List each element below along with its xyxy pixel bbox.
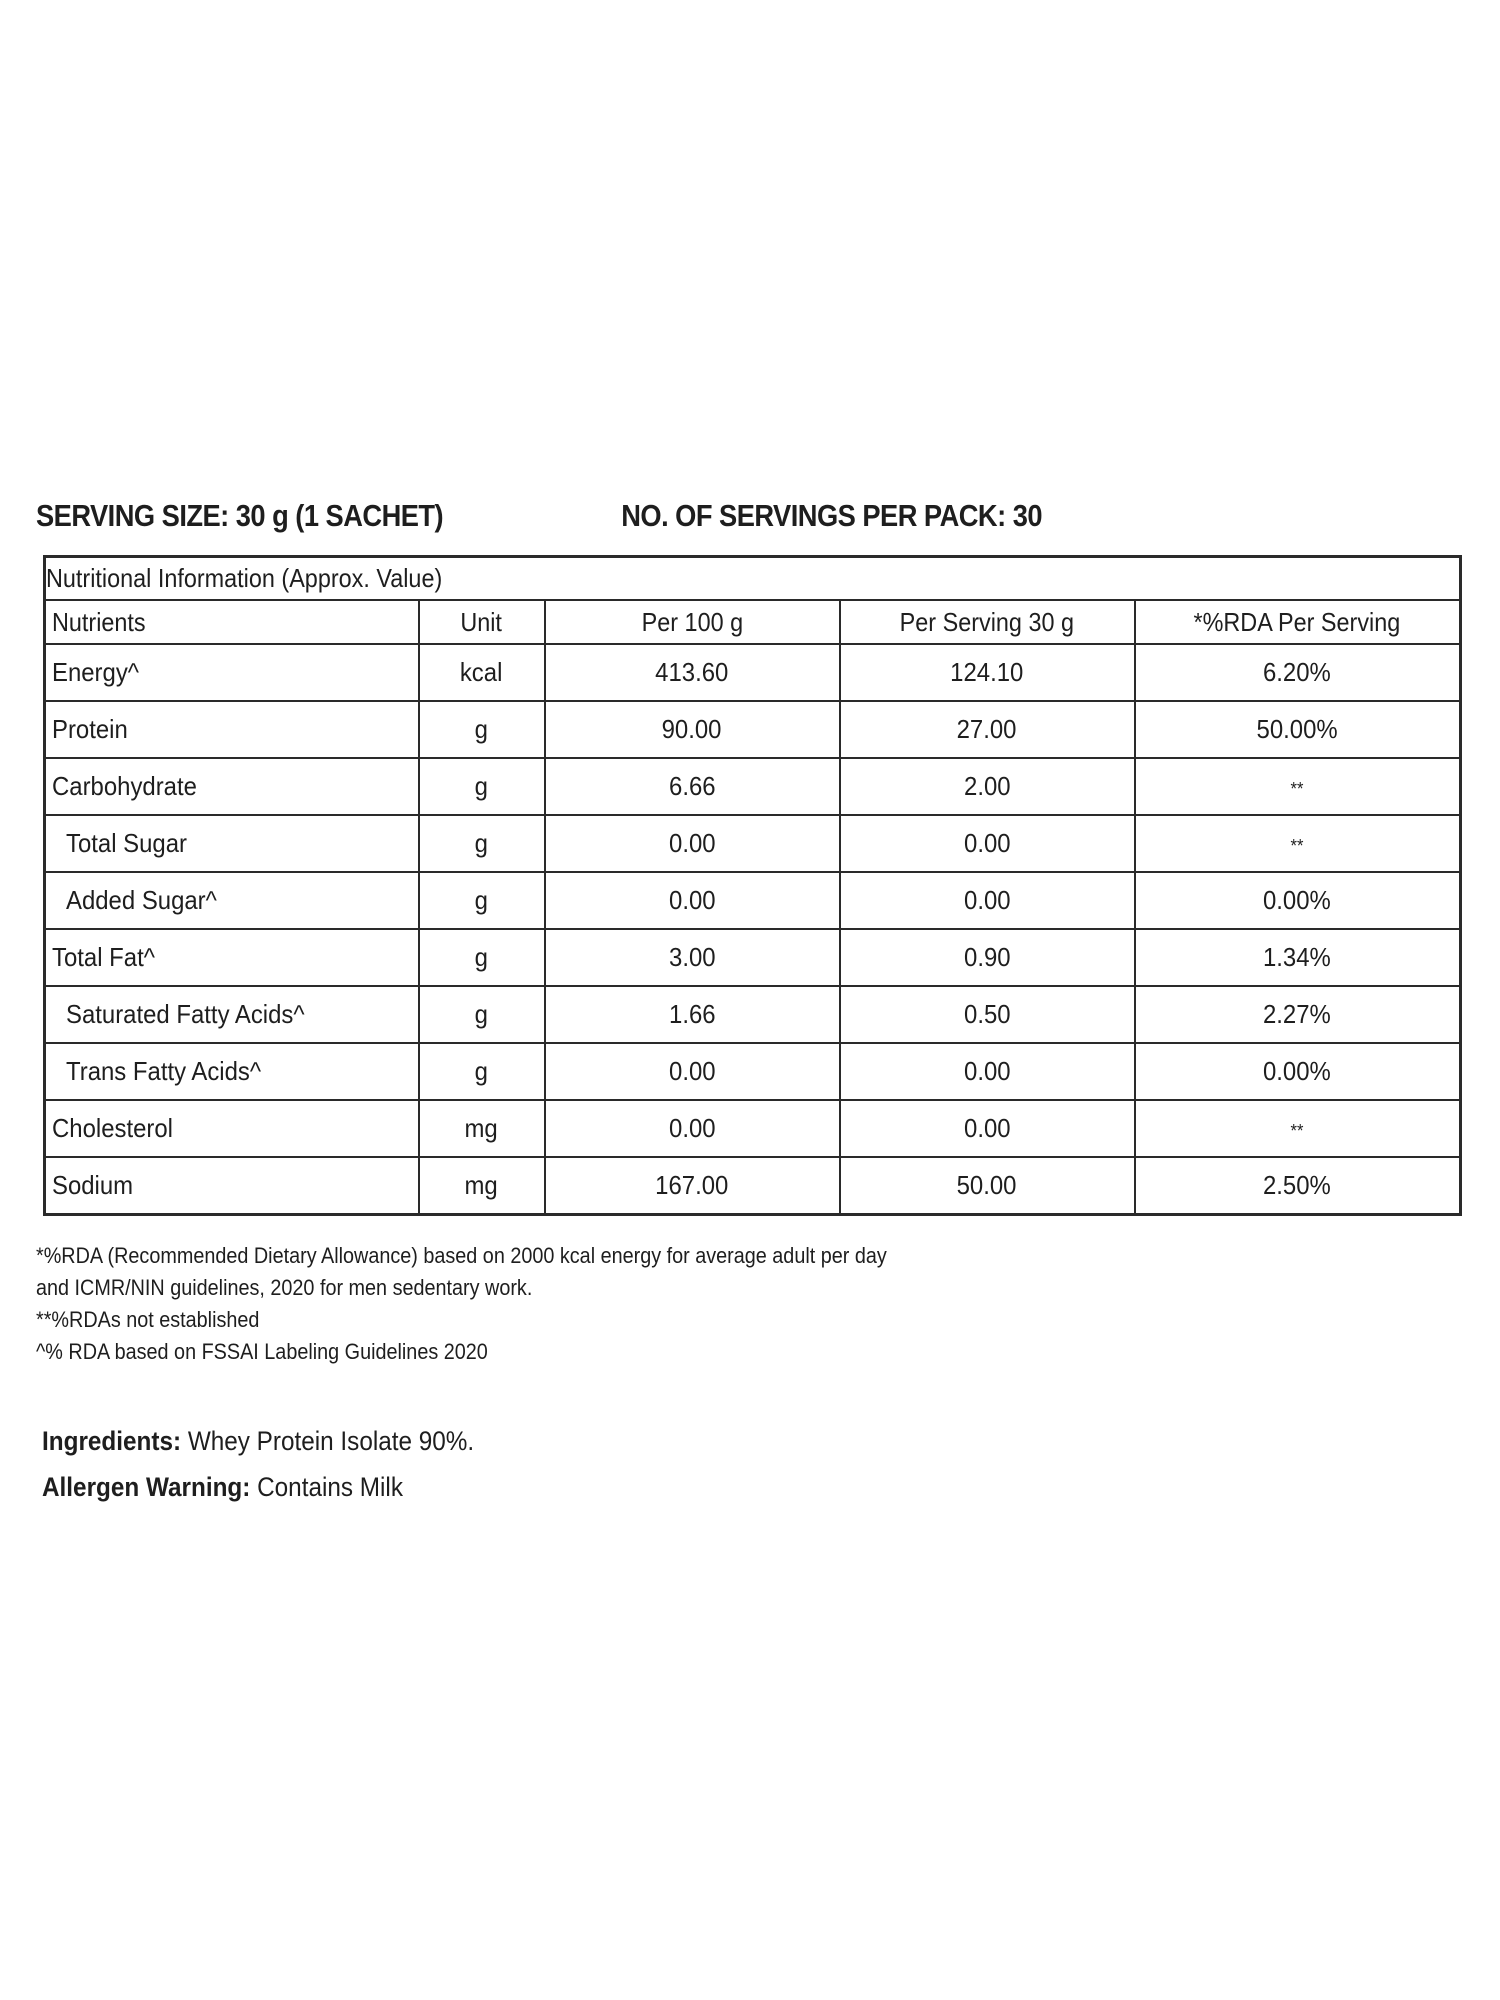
table-title-text: Nutritional Information (Approx. Value) (46, 563, 443, 593)
table-row (45, 986, 1461, 1043)
per-serving-cell-text: 0.90 (963, 942, 1011, 972)
nutrient-name (45, 929, 419, 986)
table-row (45, 701, 1461, 758)
nutrient-name-text: Trans Fatty Acids^ (66, 1056, 262, 1086)
per-serving-cell-text: 27.00 (957, 714, 1017, 744)
column-header-nutrients (45, 600, 419, 644)
rda-cell (1135, 986, 1461, 1043)
per-100g-cell (545, 986, 840, 1043)
rda-cell-text: ** (1290, 1121, 1304, 1141)
unit-cell-text: kcal (460, 657, 503, 687)
table-row (45, 1157, 1461, 1215)
per-serving-cell (840, 1100, 1135, 1157)
per-100g-cell (545, 872, 840, 929)
nutrient-name (45, 1157, 419, 1215)
per-100g-cell-text: 0.00 (668, 828, 716, 858)
nutrient-name-text: Energy^ (52, 657, 140, 687)
unit-cell-text: g (474, 714, 489, 744)
unit-cell (419, 758, 545, 815)
servings-per-pack: NO. OF SERVINGS PER PACK: 30 (621, 498, 1042, 533)
column-header-text: Per 100 g (641, 606, 743, 637)
table-row (45, 758, 1461, 815)
table-body (45, 644, 1461, 1215)
ingredients-label: Ingredients: (42, 1426, 182, 1456)
table-row (45, 644, 1461, 701)
per-serving-cell-text: 0.00 (963, 1113, 1011, 1143)
table-row (45, 872, 1461, 929)
rda-cell (1135, 1100, 1461, 1157)
column-header-text: Nutrients (52, 606, 146, 637)
rda-cell-text: ** (1290, 779, 1304, 799)
table-row (45, 929, 1461, 986)
ingredients (42, 1418, 474, 1464)
per-100g-cell-text: 167.00 (655, 1170, 729, 1200)
nutrient-name (45, 815, 419, 872)
per-100g-cell-text: 0.00 (668, 1113, 716, 1143)
nutrient-name (45, 758, 419, 815)
rda-cell-text: 2.50% (1263, 1170, 1332, 1200)
per-100g-cell-text: 1.66 (668, 999, 716, 1029)
unit-cell (419, 644, 545, 701)
per-100g-cell (545, 1043, 840, 1100)
per-serving-cell (840, 929, 1135, 986)
allergen-label: Allergen Warning: (42, 1472, 251, 1502)
per-serving-cell (840, 758, 1135, 815)
footnote-fssai: ^% RDA based on FSSAI Labeling Guidelines 2020 (36, 1339, 488, 1364)
per-serving-cell (840, 872, 1135, 929)
column-header-per-serving (840, 600, 1135, 644)
product-info (42, 1418, 522, 1510)
unit-cell (419, 929, 545, 986)
per-serving-cell-text: 124.10 (950, 657, 1024, 687)
column-header-text: Per Serving 30 g (899, 606, 1075, 637)
footnote-not-established: **%RDAs not established (36, 1307, 260, 1332)
nutrient-name-text: Total Sugar (66, 828, 188, 858)
table-row (45, 815, 1461, 872)
rda-cell-text: 6.20% (1263, 657, 1332, 687)
unit-cell (419, 1100, 545, 1157)
unit-cell (419, 1157, 545, 1215)
nutrient-name (45, 872, 419, 929)
per-serving-cell-text: 0.00 (963, 828, 1011, 858)
column-header-rda (1135, 600, 1461, 644)
nutrient-name (45, 1100, 419, 1157)
unit-cell-text: g (474, 999, 489, 1029)
nutrient-name-text: Added Sugar^ (66, 885, 217, 915)
per-100g-cell-text: 413.60 (655, 657, 729, 687)
unit-cell-text: mg (464, 1113, 499, 1143)
unit-cell (419, 986, 545, 1043)
rda-cell (1135, 701, 1461, 758)
rda-cell (1135, 644, 1461, 701)
unit-cell (419, 815, 545, 872)
per-serving-cell-text: 2.00 (963, 771, 1011, 801)
per-serving-cell-text: 0.00 (963, 1056, 1011, 1086)
nutrient-name-text: Saturated Fatty Acids^ (66, 999, 305, 1029)
nutrition-table (43, 555, 1462, 1216)
unit-cell-text: g (474, 771, 489, 801)
allergen-value: Contains Milk (250, 1472, 403, 1502)
per-serving-cell-text: 0.00 (963, 885, 1011, 915)
unit-cell (419, 701, 545, 758)
nutrient-name (45, 1043, 419, 1100)
rda-cell (1135, 1043, 1461, 1100)
per-100g-cell-text: 6.66 (668, 771, 716, 801)
nutrient-name (45, 986, 419, 1043)
unit-cell-text: mg (464, 1170, 499, 1200)
rda-cell (1135, 815, 1461, 872)
unit-cell-text: g (474, 942, 489, 972)
per-serving-cell (840, 986, 1135, 1043)
rda-cell-text: 50.00% (1256, 714, 1338, 744)
table-title-row (45, 557, 1461, 601)
nutrient-name-text: Cholesterol (52, 1113, 173, 1143)
rda-cell (1135, 1157, 1461, 1215)
footnote-rda-cont: and ICMR/NIN guidelines, 2020 for men sedentary work. (36, 1275, 533, 1300)
unit-cell (419, 872, 545, 929)
rda-cell-text: 0.00% (1263, 1056, 1332, 1086)
rda-cell-text: 0.00% (1263, 885, 1332, 915)
per-serving-cell (840, 701, 1135, 758)
unit-cell-text: g (474, 828, 489, 858)
rda-cell (1135, 758, 1461, 815)
per-100g-cell (545, 758, 840, 815)
rda-cell-text: ** (1290, 836, 1304, 856)
per-100g-cell (545, 644, 840, 701)
per-100g-cell-text: 0.00 (668, 885, 716, 915)
nutrient-name-text: Carbohydrate (52, 771, 197, 801)
per-serving-cell (840, 1043, 1135, 1100)
unit-cell-text: g (474, 1056, 489, 1086)
rda-cell (1135, 872, 1461, 929)
per-serving-cell-text: 0.50 (963, 999, 1011, 1029)
table-title (45, 557, 1461, 601)
per-serving-cell (840, 1157, 1135, 1215)
rda-cell-text: 2.27% (1263, 999, 1332, 1029)
rda-cell (1135, 929, 1461, 986)
column-header-text: Unit (460, 606, 503, 637)
footnotes (36, 1240, 981, 1368)
table-row (45, 1100, 1461, 1157)
per-100g-cell (545, 929, 840, 986)
per-100g-cell (545, 815, 840, 872)
column-header-unit (419, 600, 545, 644)
rda-cell-text: 1.34% (1263, 942, 1332, 972)
nutrient-name-text: Protein (52, 714, 128, 744)
per-100g-cell-text: 0.00 (668, 1056, 716, 1086)
nutrient-name (45, 644, 419, 701)
table-row (45, 1043, 1461, 1100)
column-header-per-100g (545, 600, 840, 644)
per-100g-cell (545, 701, 840, 758)
serving-size: SERVING SIZE: 30 g (1 SACHET) (36, 498, 444, 533)
per-serving-cell (840, 815, 1135, 872)
unit-cell (419, 1043, 545, 1100)
unit-cell-text: g (474, 885, 489, 915)
nutrient-name (45, 701, 419, 758)
footnote-rda: *%RDA (Recommended Dietary Allowance) based on 2000 kcal energy for average adult per day (36, 1243, 887, 1268)
allergen-warning (42, 1464, 474, 1510)
per-100g-cell-text: 90.00 (662, 714, 722, 744)
table-header-row (45, 600, 1461, 644)
ingredients-value: Whey Protein Isolate 90%. (181, 1426, 475, 1456)
nutrient-name-text: Sodium (52, 1170, 134, 1200)
per-100g-cell-text: 3.00 (668, 942, 716, 972)
per-serving-cell (840, 644, 1135, 701)
nutrient-name-text: Total Fat^ (52, 942, 155, 972)
per-serving-cell-text: 50.00 (957, 1170, 1017, 1200)
column-header-text: *%RDA Per Serving (1193, 606, 1401, 637)
per-100g-cell (545, 1100, 840, 1157)
per-100g-cell (545, 1157, 840, 1215)
